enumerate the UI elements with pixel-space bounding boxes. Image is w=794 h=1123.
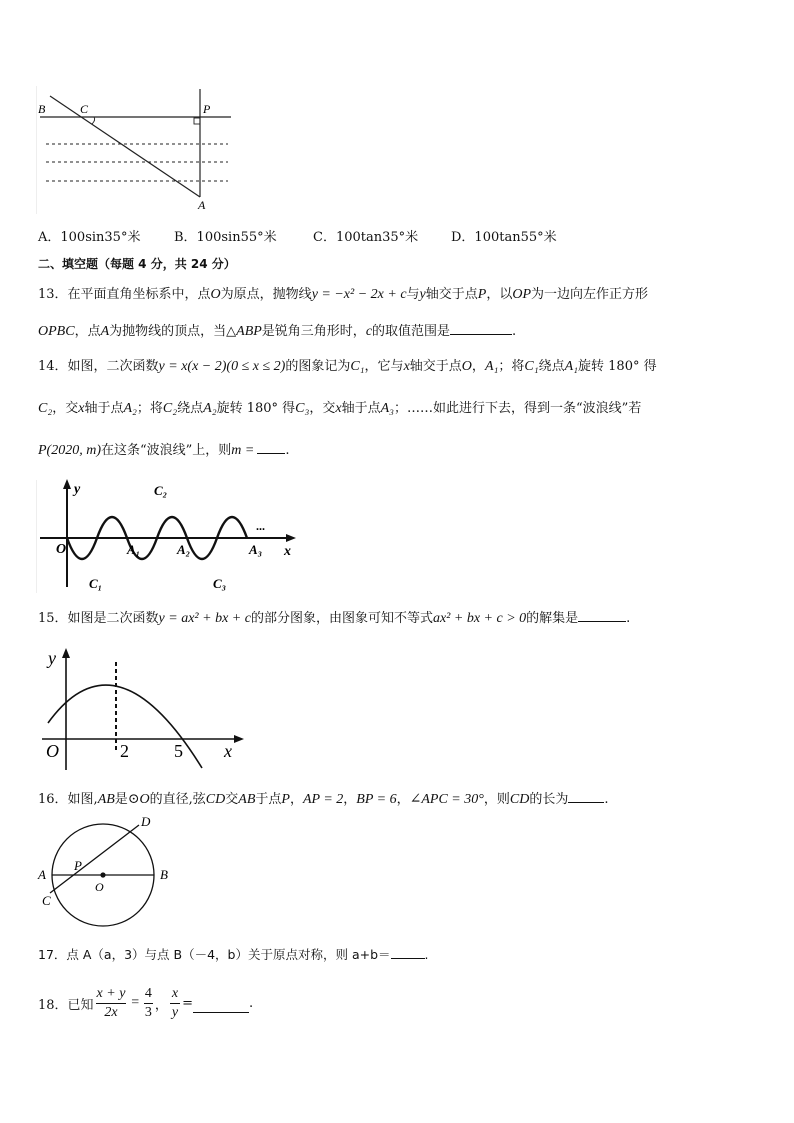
q12-label-P: P xyxy=(203,102,211,116)
q14-fig-dots: ... xyxy=(256,519,265,533)
q16-text: 16．如图,AB是⊙O的直径,弦CD交AB于点P，AP = 2，BP = 6，∠APC = 30°，则CD的长为 . xyxy=(38,792,609,807)
q14-fig-C1: C₁ xyxy=(89,576,103,591)
q16-figure xyxy=(36,812,186,936)
q18-text: 18．已知 $\frac{x + y}{2x}$ = $\frac{4}{3}$ ， $\frac{x}{y}$ = . xyxy=(38,985,254,1020)
q12-figure xyxy=(36,84,236,214)
q13-line2: OPBC，点A为抛物线的顶点，当△ABP是锐角三角形时，c的取值范围是 . xyxy=(38,324,517,339)
q15-fig-x: x xyxy=(224,741,232,761)
q15-figure xyxy=(40,644,250,774)
q15-fig-5: 5 xyxy=(174,741,183,761)
q18-fraction-3: $\frac{x}{y}$ xyxy=(171,985,179,1020)
q18-fraction-1: $\frac{x + y}{2x}$ xyxy=(96,985,126,1020)
q16-center-dot xyxy=(100,872,105,877)
section-title: 二、填空题（每题 4 分，共 24 分） xyxy=(38,257,236,271)
q16-fig-O: O xyxy=(95,880,104,894)
q18-fraction-2: $\frac{4}{3}$ xyxy=(144,985,152,1020)
q14-fig-O: O xyxy=(56,542,67,557)
q17-text: 17．点 A（a，3）与点 B（－4，b）关于原点对称，则 a+b＝ . xyxy=(38,947,429,962)
q14-line1: 14．如图，二次函数y = x(x − 2)(0 ≤ x ≤ 2)的图象记为C₁，它与x轴交于点O，A₁；将C₁绕点A₁旋转 180° 得 xyxy=(38,359,657,374)
q12-option-d: D．100tan55°米 xyxy=(451,230,557,245)
q16-fig-C: C xyxy=(42,893,51,908)
q14-figure xyxy=(36,475,298,595)
q12-label-B: B xyxy=(38,102,46,116)
q14-answer-blank[interactable] xyxy=(257,441,285,454)
q13-line1: 13．在平面直角坐标系中，点O为原点，抛物线y = −x² − 2x + c与y轴交于点P，以OP为一边向左作正方形 xyxy=(38,287,649,302)
q14-fig-A3: A₃ xyxy=(249,542,263,557)
q12-option-b: B．100sin55°米 xyxy=(174,230,277,245)
q16-fig-P: P xyxy=(74,858,82,873)
q12-option-c: C．100tan35°米 xyxy=(313,230,419,245)
q14-fig-y: y xyxy=(74,482,81,497)
q14-line3: P(2020, m)在这条“波浪线”上，则m = . xyxy=(38,443,290,458)
q14-fig-A2: A₂ xyxy=(177,542,191,557)
q15-answer-blank[interactable] xyxy=(578,609,626,622)
q17-answer-blank[interactable] xyxy=(391,946,425,959)
q18-answer-blank[interactable] xyxy=(193,1000,249,1013)
q12-label-C: C xyxy=(80,102,89,116)
q16-fig-D: D xyxy=(141,814,151,829)
q14-fig-C2: C₂ xyxy=(154,483,168,498)
q14-fig-C3: C₃ xyxy=(213,576,227,591)
q16-answer-blank[interactable] xyxy=(568,790,604,803)
q15-fig-y: y xyxy=(48,648,56,668)
q12-label-A: A xyxy=(198,198,206,212)
q15-fig-2: 2 xyxy=(120,741,129,761)
q16-fig-A: A xyxy=(38,867,46,882)
q14-line2: C₂，交x轴于点A₂；将C₂绕点A₂旋转 180° 得C₃，交x轴于点A₃；……如此进行下去，得到一条“波浪线”若 xyxy=(38,401,642,416)
q16-fig-B: B xyxy=(160,867,168,882)
q12-option-a: A．100sin35°米 xyxy=(38,230,141,245)
q14-fig-A1: A₁ xyxy=(127,542,141,557)
q14-fig-x: x xyxy=(284,544,291,559)
q15-text: 15．如图是二次函数y = ax² + bx + c的部分图象，由图象可知不等式ax² + bx + c > 0的解集是 . xyxy=(38,611,631,626)
q13-answer-blank[interactable] xyxy=(450,322,512,335)
q15-fig-O: O xyxy=(46,741,59,761)
